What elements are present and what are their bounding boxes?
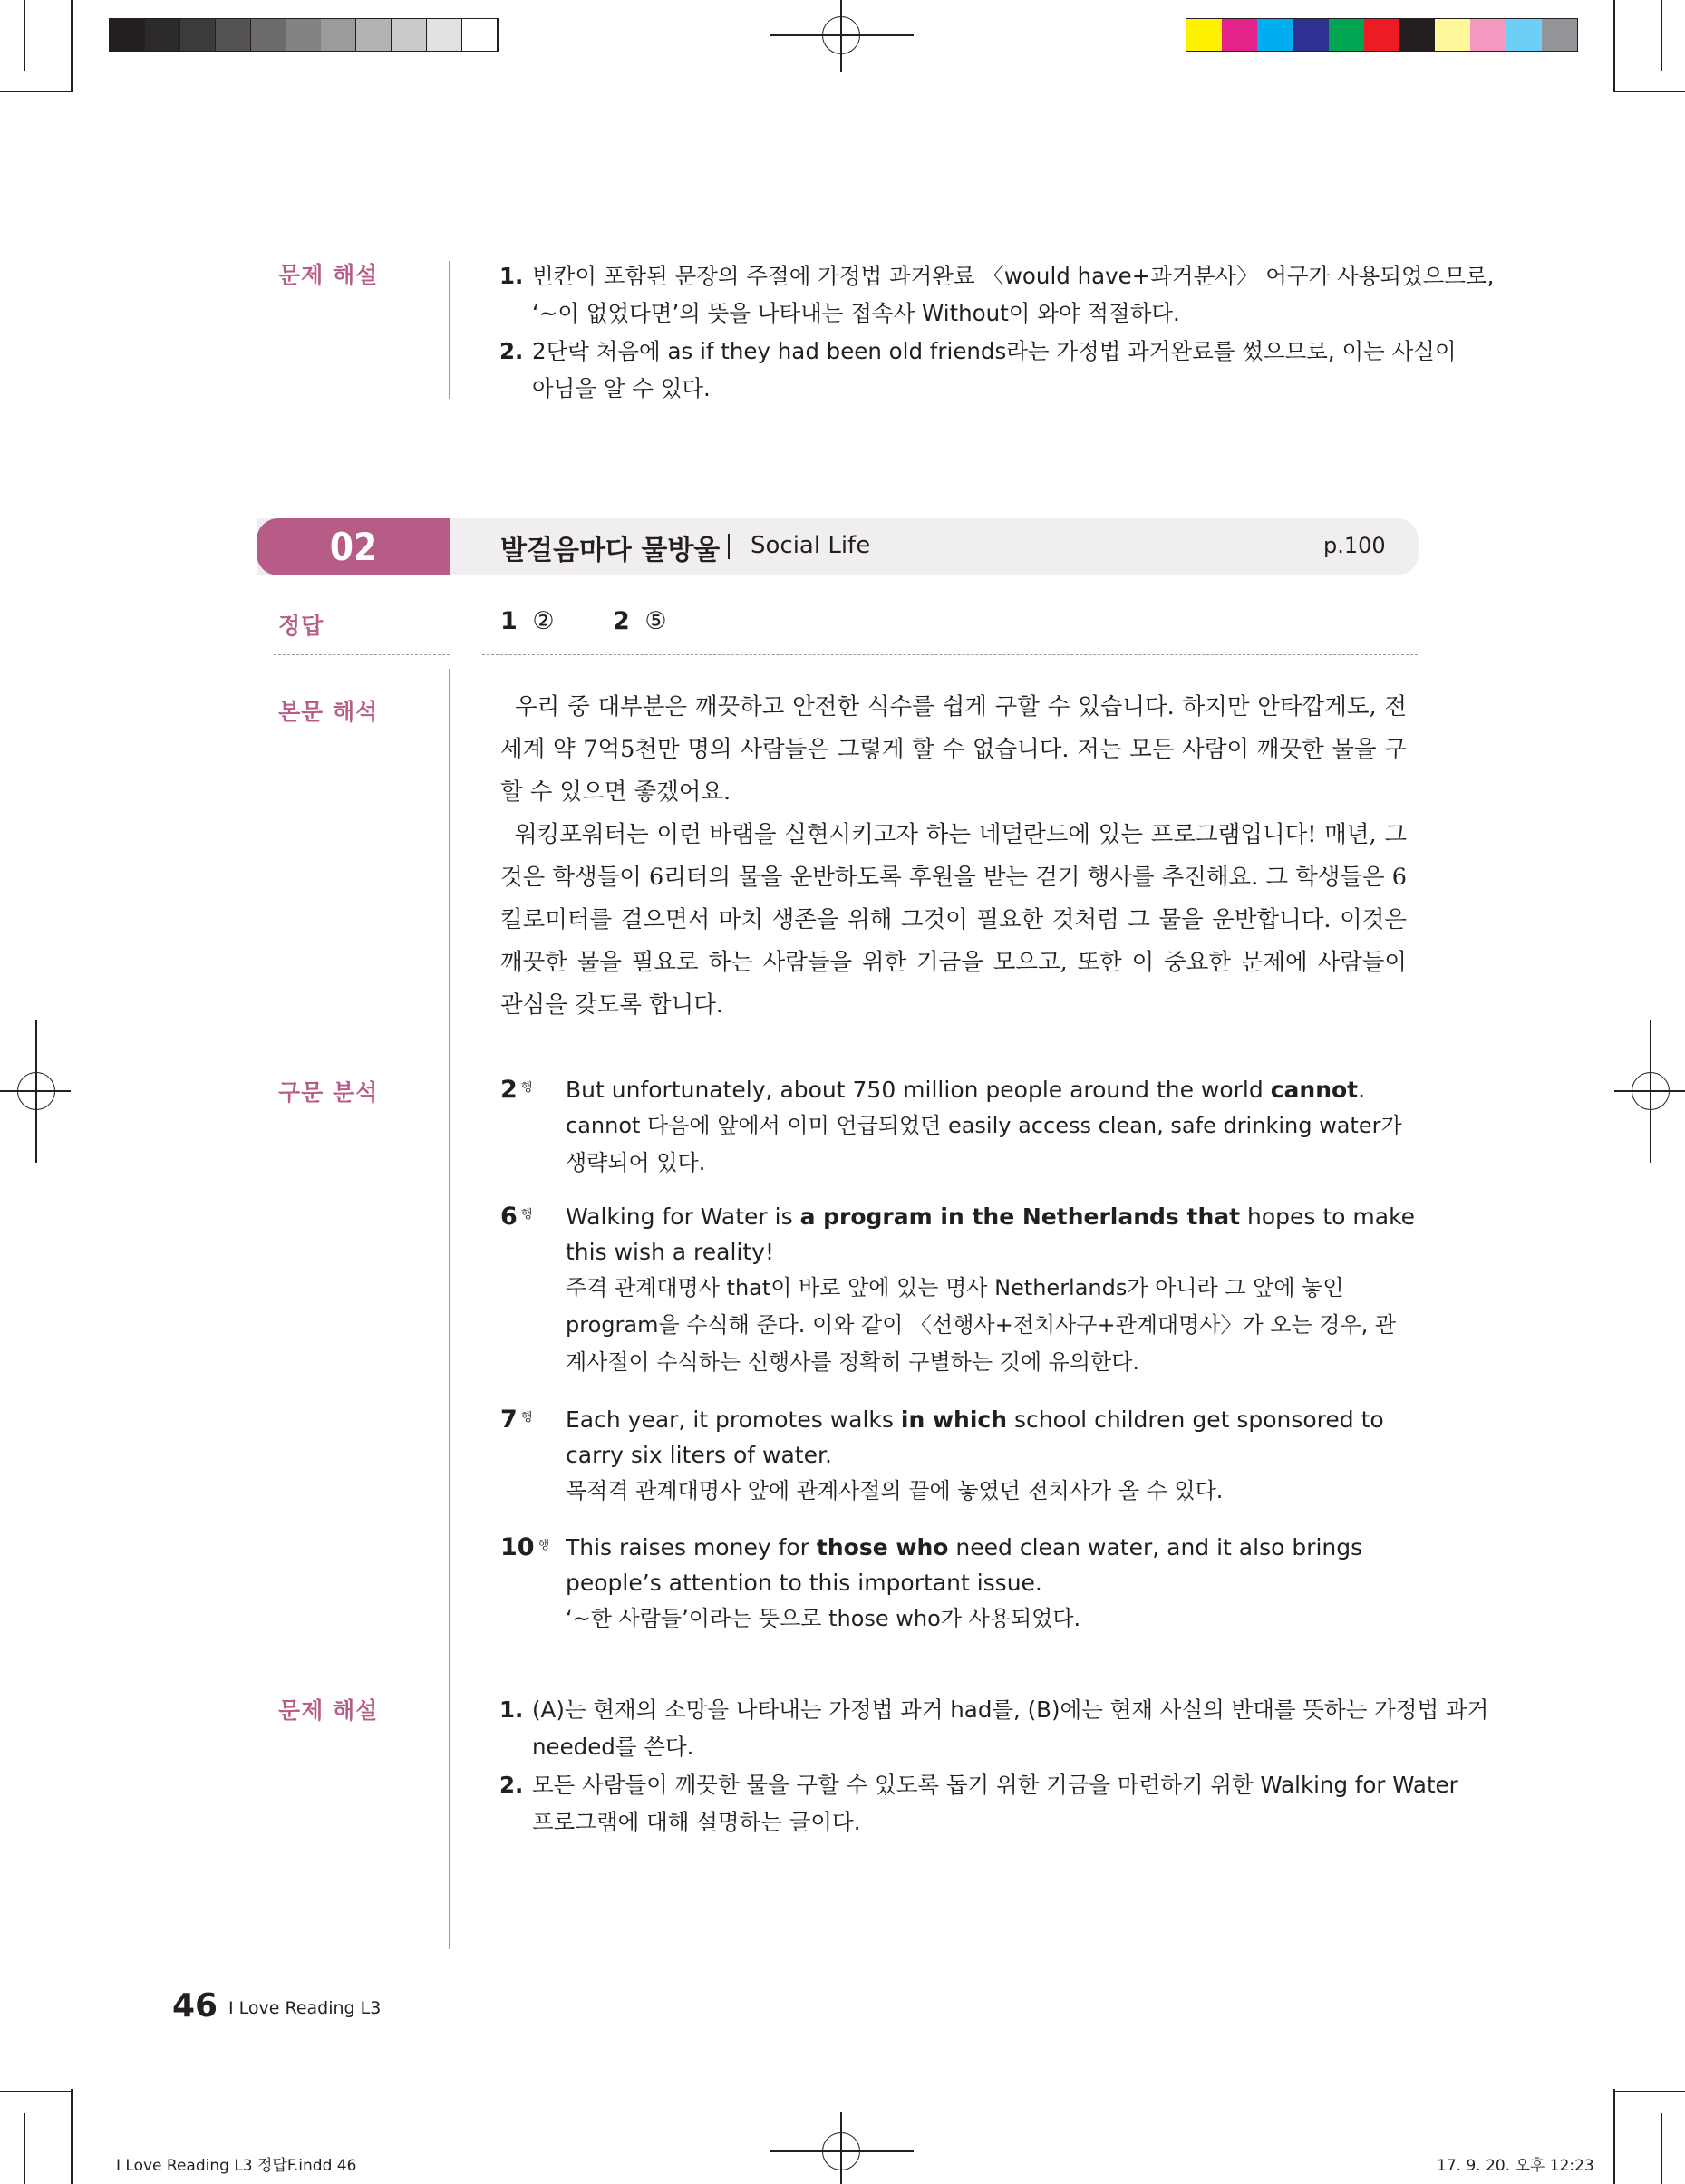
divider <box>482 654 1418 655</box>
list-item: 1. <box>499 1696 524 1723</box>
list-item-text: ‘~이 없었다면’의 뜻을 나타내는 접속사 Without이 와야 적절하다. <box>532 300 1180 326</box>
color-swatch <box>1293 19 1330 51</box>
paragraph: 워킹포워터는 이런 바램을 실현시키고자 하는 네덜란드에 있는 프로그램입니다! 매년, 그것은 학생들이 6리터의 물을 운반하도록 후원을 받는 걷기 행사를 추진해요. 그 학생들은 6킬로미터를 걸으면서 마치 생존을 위해 그것이 필요한 것처럼 그 물을 운반합니다. 이것은 깨끗한 물을 필요로 하는 사람들을 위한 기금을 모으고, 또한 이 중요한 문제에 사람들이 관심을 갖도록 합니다. <box>500 821 1407 1019</box>
answer-1: 1 ② <box>500 607 555 635</box>
line-suffix: 행 <box>520 1081 533 1095</box>
example-sentence: Each year, it promotes walks in which school children get sponsored to carry six liters of water. <box>566 1406 1384 1468</box>
vertical-rule <box>449 261 450 399</box>
title-divider <box>728 534 730 559</box>
section-label-grammar: 구문 분석 <box>278 1079 379 1106</box>
list-item: 2. <box>499 338 524 364</box>
color-swatch <box>216 19 251 51</box>
color-swatch <box>462 19 498 51</box>
file-name: I Love Reading L3 정답F.indd 46 <box>116 2157 357 2175</box>
section-category: Social Life <box>751 532 871 559</box>
color-swatch <box>1399 19 1436 51</box>
color-swatch <box>180 19 216 51</box>
divider <box>274 654 450 655</box>
color-swatch <box>286 19 322 51</box>
color-swatch <box>145 19 180 51</box>
list-item-text: (A)는 현재의 소망을 나타내는 가정법 과거 had를, (B)에는 현재 사실의 반대를 뜻하는 가정법 과거 <box>532 1696 1489 1723</box>
color-swatch <box>427 19 462 51</box>
color-swatch <box>392 19 427 51</box>
color-swatch <box>1329 19 1365 51</box>
explanation-text: 주격 관계대명사 that이 바로 앞에 있는 명사 Netherlands가 아니라 그 앞에 놓인 program을 수식해 준다. 이와 같이 〈선행사+전치사구+관계대명사〉가 오는 경우, 관계사절이 수식하는 선행사를 정확히 구별하는 것에 유의한다. <box>566 1275 1397 1375</box>
color-swatch <box>110 19 145 51</box>
line-suffix: 행 <box>520 1208 533 1222</box>
color-swatch <box>1470 19 1506 51</box>
vertical-rule <box>449 669 450 1949</box>
color-swatch <box>321 19 356 51</box>
list-item-text: 2단락 처음에 as if they had been old friends라는 가정법 과거완료를 썼으므로, 이는 사실이 <box>532 338 1457 364</box>
section-label-problem-explanation: 문제 해설 <box>278 1697 379 1724</box>
color-swatch <box>1435 19 1471 51</box>
grammar-item <box>500 1530 1416 1638</box>
line-number: 6 <box>500 1203 518 1231</box>
list-item-text: 아님을 알 수 있다. <box>532 375 711 401</box>
example-sentence: Walking for Water is a program in the Netherlands that hopes to make this wish a reality! <box>566 1203 1416 1265</box>
list-item: 2. <box>499 1772 524 1798</box>
book-title: I Love Reading L3 <box>228 1998 382 2018</box>
section-label-problem-explanation: 문제 해설 <box>278 262 379 288</box>
grayscale-color-bar <box>109 18 499 52</box>
list-item-text: needed를 쓴다. <box>532 1734 694 1760</box>
color-swatch <box>1186 19 1223 51</box>
color-swatch <box>1257 19 1293 51</box>
grammar-item <box>500 1402 1416 1510</box>
section-label-translation: 본문 해석 <box>278 699 379 725</box>
color-swatch <box>251 19 286 51</box>
process-color-bar <box>1186 18 1578 52</box>
explanation-text: cannot 다음에 앞에서 이미 언급되었던 easily access clean, safe drinking water가 생략되어 있다. <box>566 1113 1402 1175</box>
list-item-text: 모든 사람들이 깨끗한 물을 구할 수 있도록 돕기 위한 기금을 마련하기 위한 Walking for Water <box>532 1772 1458 1798</box>
color-swatch <box>356 19 392 51</box>
section-title: 발걸음마다 물방울 <box>500 535 721 566</box>
print-timestamp: 17. 9. 20. 오후 12:23 <box>1437 2157 1594 2175</box>
grammar-item <box>500 1072 1416 1182</box>
example-sentence: This raises money for those who need clean water, and it also brings people’s attention to this important issue. <box>566 1534 1363 1596</box>
example-sentence: But unfortunately, about 750 million people around the world cannot. <box>566 1077 1366 1103</box>
translation-body <box>500 686 1407 1027</box>
color-swatch <box>1506 19 1543 51</box>
list-item-text: 프로그램에 대해 설명하는 글이다. <box>532 1809 861 1835</box>
color-swatch <box>1222 19 1258 51</box>
answer-2: 2 ⑤ <box>613 607 667 635</box>
line-number: 10 <box>500 1533 535 1561</box>
grammar-item <box>500 1199 1416 1381</box>
explanation-text: 목적격 관계대명사 앞에 관계사절의 끝에 놓였던 전치사가 올 수 있다. <box>566 1478 1224 1503</box>
color-swatch <box>1542 19 1578 51</box>
list-item-text: 빈칸이 포함된 문장의 주절에 가정법 과거완료 〈would have+과거분사〉 어구가 사용되었으므로, <box>532 263 1495 289</box>
section-number: 02 <box>257 518 450 575</box>
line-number: 2 <box>500 1076 518 1104</box>
color-swatch <box>1364 19 1400 51</box>
page-number: 46 <box>172 1987 218 2025</box>
line-number: 7 <box>500 1406 518 1434</box>
explanation-text: ‘~한 사람들’이라는 뜻으로 those who가 사용되었다. <box>566 1606 1081 1631</box>
paragraph: 우리 중 대부분은 깨끗하고 안전한 식수를 쉽게 구할 수 있습니다. 하지만 안타깝게도, 전 세계 약 7억5천만 명의 사람들은 그렇게 할 수 없습니다. 저는 모든 사람이 깨끗한 물을 구할 수 있으면 좋겠어요. <box>500 693 1407 806</box>
line-suffix: 행 <box>537 1539 550 1552</box>
line-suffix: 행 <box>520 1411 533 1425</box>
section-label-answer: 정답 <box>278 613 324 639</box>
list-item: 1. <box>499 263 524 289</box>
page-reference: p.100 <box>1323 533 1386 558</box>
